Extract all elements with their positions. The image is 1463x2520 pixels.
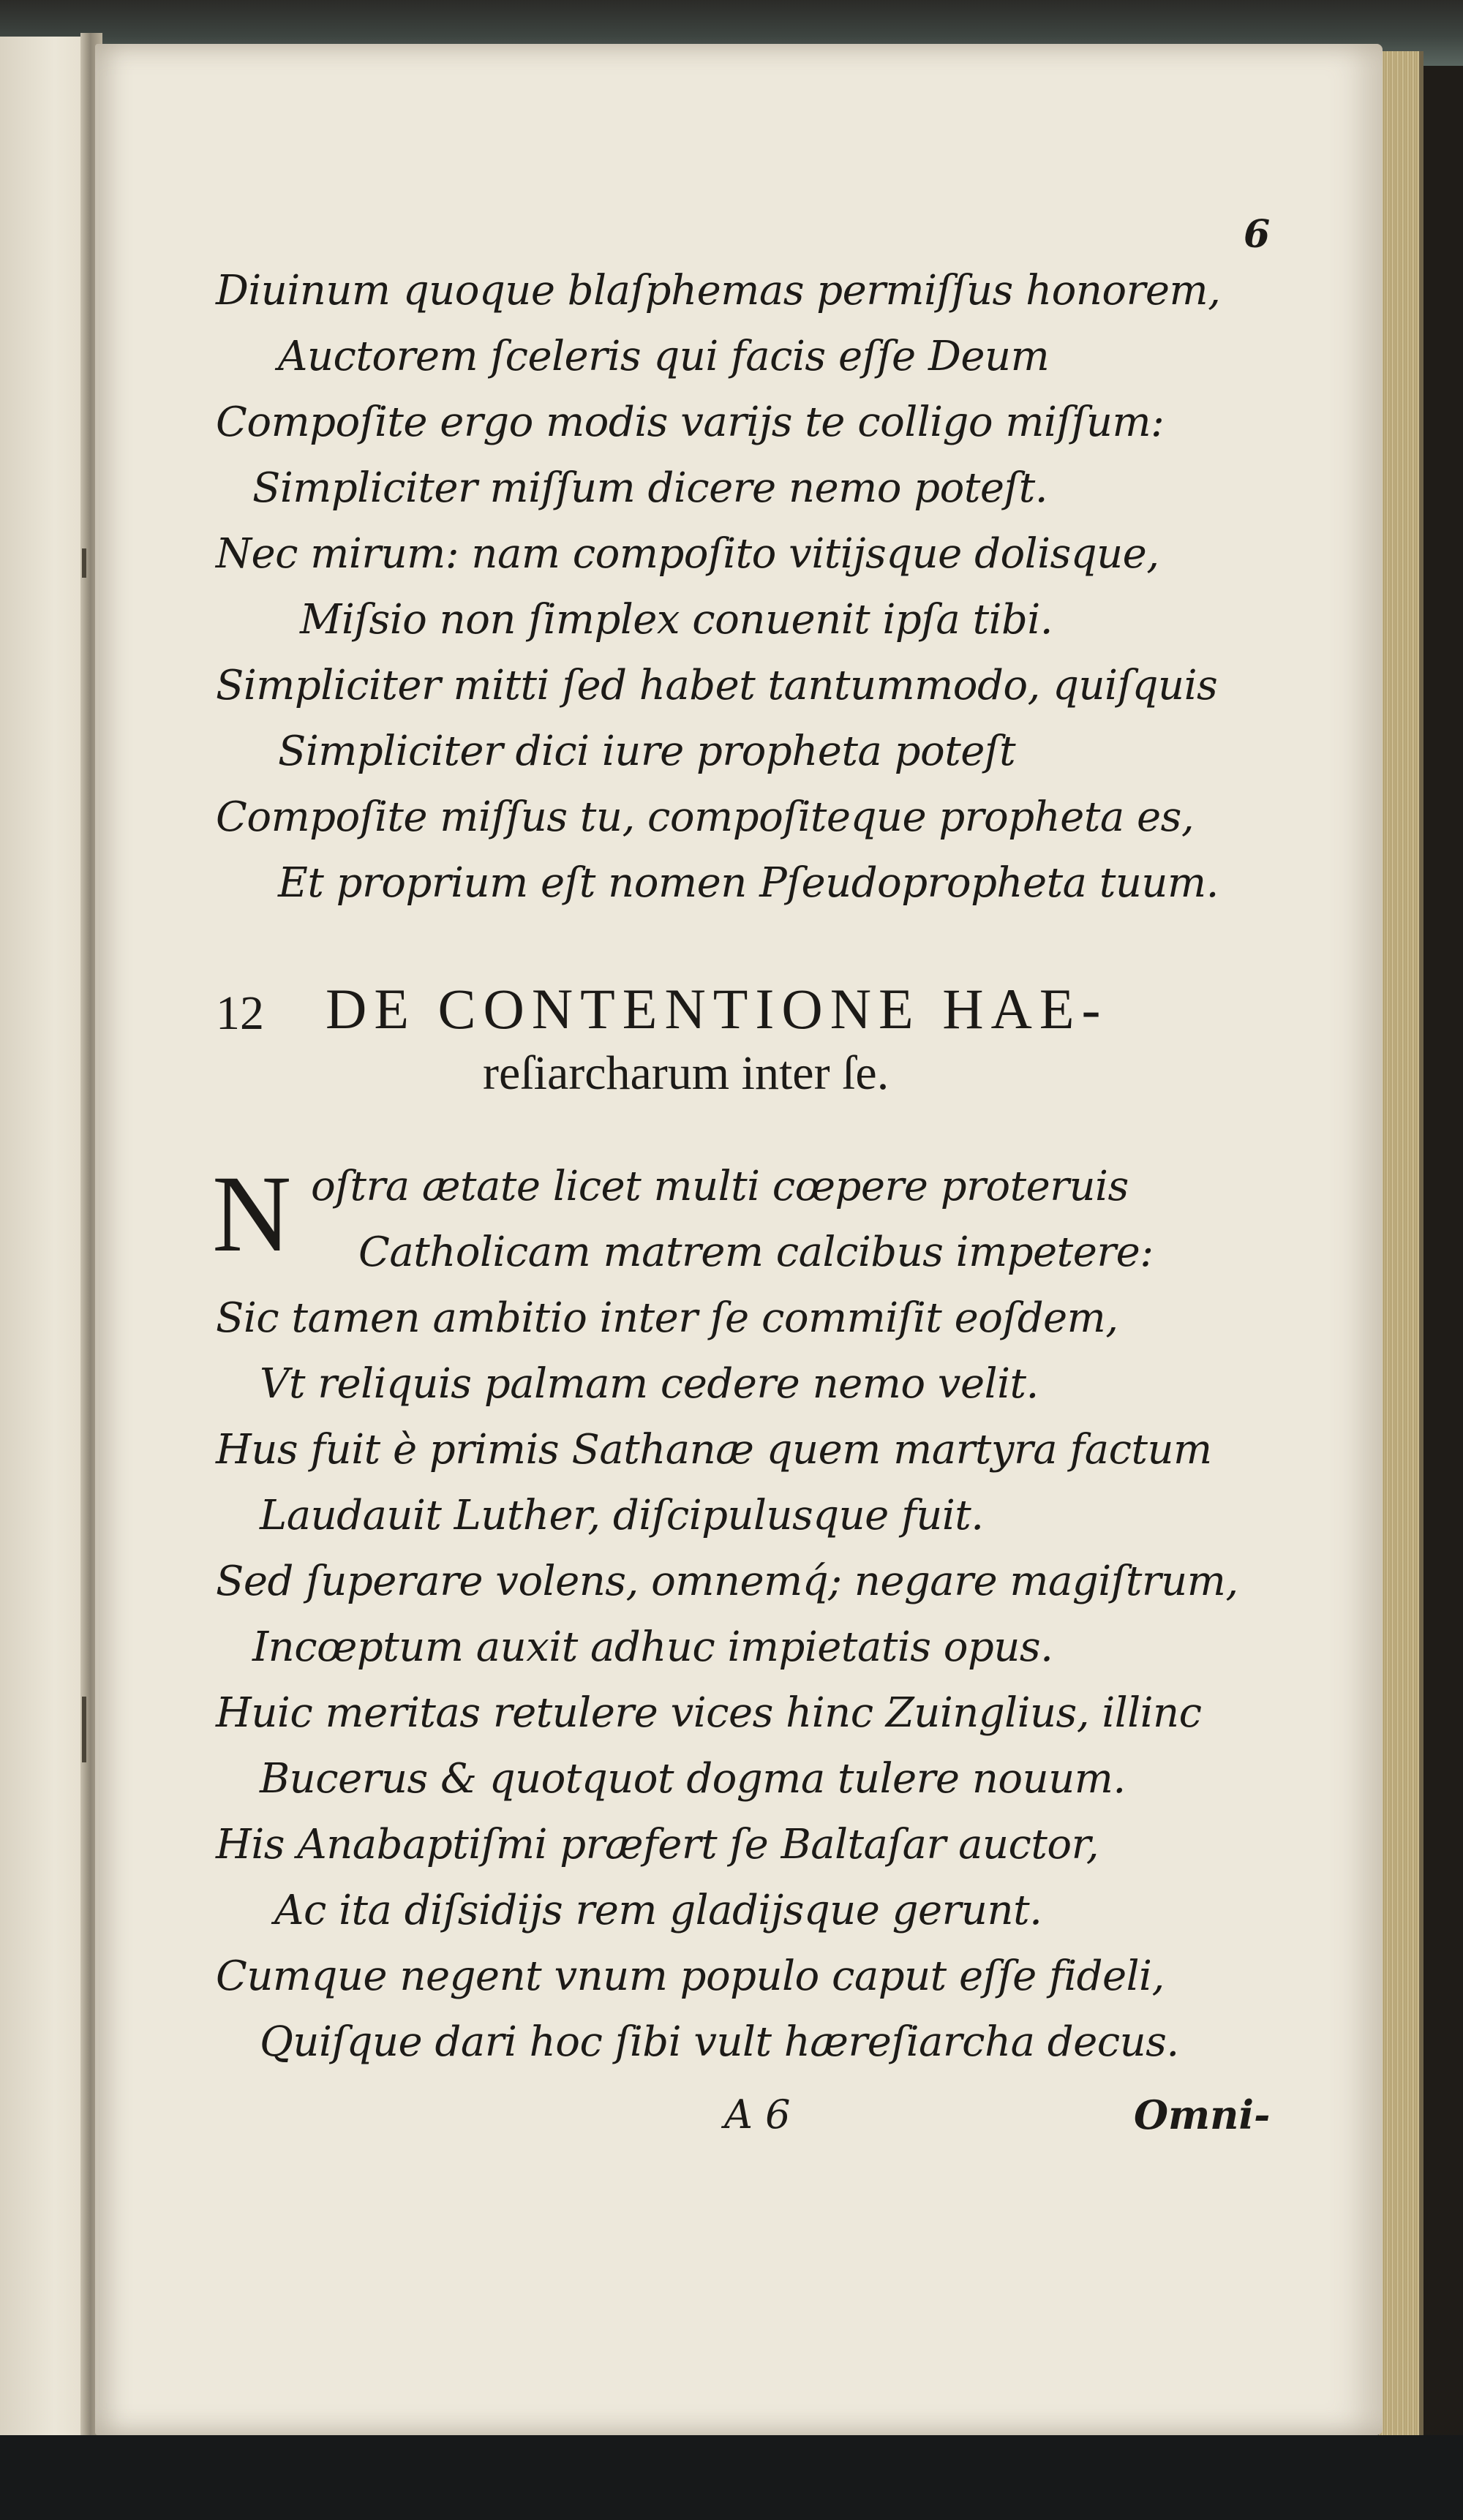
poem-line: Miſsio non ſimplex conuenit ipſa tibi. [300, 596, 1053, 644]
poem-line: Compoſite ergo modis varijs te colligo miſſum: [216, 399, 1165, 446]
poem-line: His Anabaptiſmi præfert ſe Baltaſar auctor, [216, 1821, 1099, 1868]
drop-cap: N [212, 1153, 292, 1275]
binding-mark [82, 548, 86, 578]
catchword: Omni- [1134, 2091, 1271, 2138]
poem-line: Simpliciter miſſum dicere nemo poteſt. [252, 464, 1048, 512]
poem-line: Huic meritas retulere vices hinc Zuinglius, illinc [216, 1689, 1202, 1737]
poem-line: oſtra ætate licet multi cœpere proteruis [311, 1163, 1129, 1210]
poem-line: Auctorem ſceleris qui facis eſſe Deum [278, 333, 1050, 380]
poem-line: Diuinum quoque blaſphemas permiſſus honorem, [216, 267, 1221, 314]
poem-line: Sic tamen ambitio inter ſe commiſit eoſdem, [216, 1294, 1118, 1342]
poem-line: Bucerus & quotquot dogma tulere nouum. [260, 1755, 1126, 1803]
binding-mark [82, 1697, 86, 1762]
page-edges [1379, 51, 1423, 2472]
folio-number: 6 [1244, 212, 1271, 257]
poem-line: Compoſite miſſus tu, compoſiteque propheta es, [216, 793, 1195, 841]
poem-line: Et proprium eſt nomen Pſeudopropheta tuum. [278, 859, 1219, 907]
facing-page-edge [0, 37, 91, 2442]
poem-line: Sed ſuperare volens, omnemq́; negare magiſtrum, [216, 1558, 1238, 1605]
signature-mark: A 6 [724, 2091, 791, 2138]
book-bottom-edge [0, 2435, 1463, 2520]
section-number: 12 [216, 987, 264, 1040]
poem-line: Ac ita diſsidijs rem gladijsque gerunt. [274, 1887, 1042, 1934]
poem-line: Cumque negent vnum populo caput eſſe fideli, [216, 1953, 1165, 2000]
poem-line: Simpliciter dici iure propheta poteſt [278, 728, 1016, 775]
poem-line: Quiſque dari hoc ſibi vult hæreſiarcha decus. [260, 2018, 1179, 2066]
section-title: DE CONTENTIONE HAE- [326, 977, 1108, 1041]
poem-line: Catholicam matrem calcibus impetere: [358, 1229, 1154, 1276]
poem-line: Nec mirum: nam compoſito vitijsque dolisque, [216, 530, 1159, 578]
poem-line: Hus fuit è primis Sathanæ quem martyra factum [216, 1426, 1212, 1474]
poem-line: Laudauit Luther, diſcipulusque fuit. [260, 1492, 984, 1539]
poem-line: Vt reliquis palmam cedere nemo velit. [260, 1360, 1039, 1408]
section-title-continued: reſiarcharum inter ſe. [483, 1046, 890, 1100]
poem-line: Simpliciter mitti ſed habet tantummodo, quiſquis [216, 662, 1218, 709]
book-page [95, 44, 1383, 2435]
poem-line: Incœptum auxit adhuc impietatis opus. [252, 1623, 1053, 1671]
